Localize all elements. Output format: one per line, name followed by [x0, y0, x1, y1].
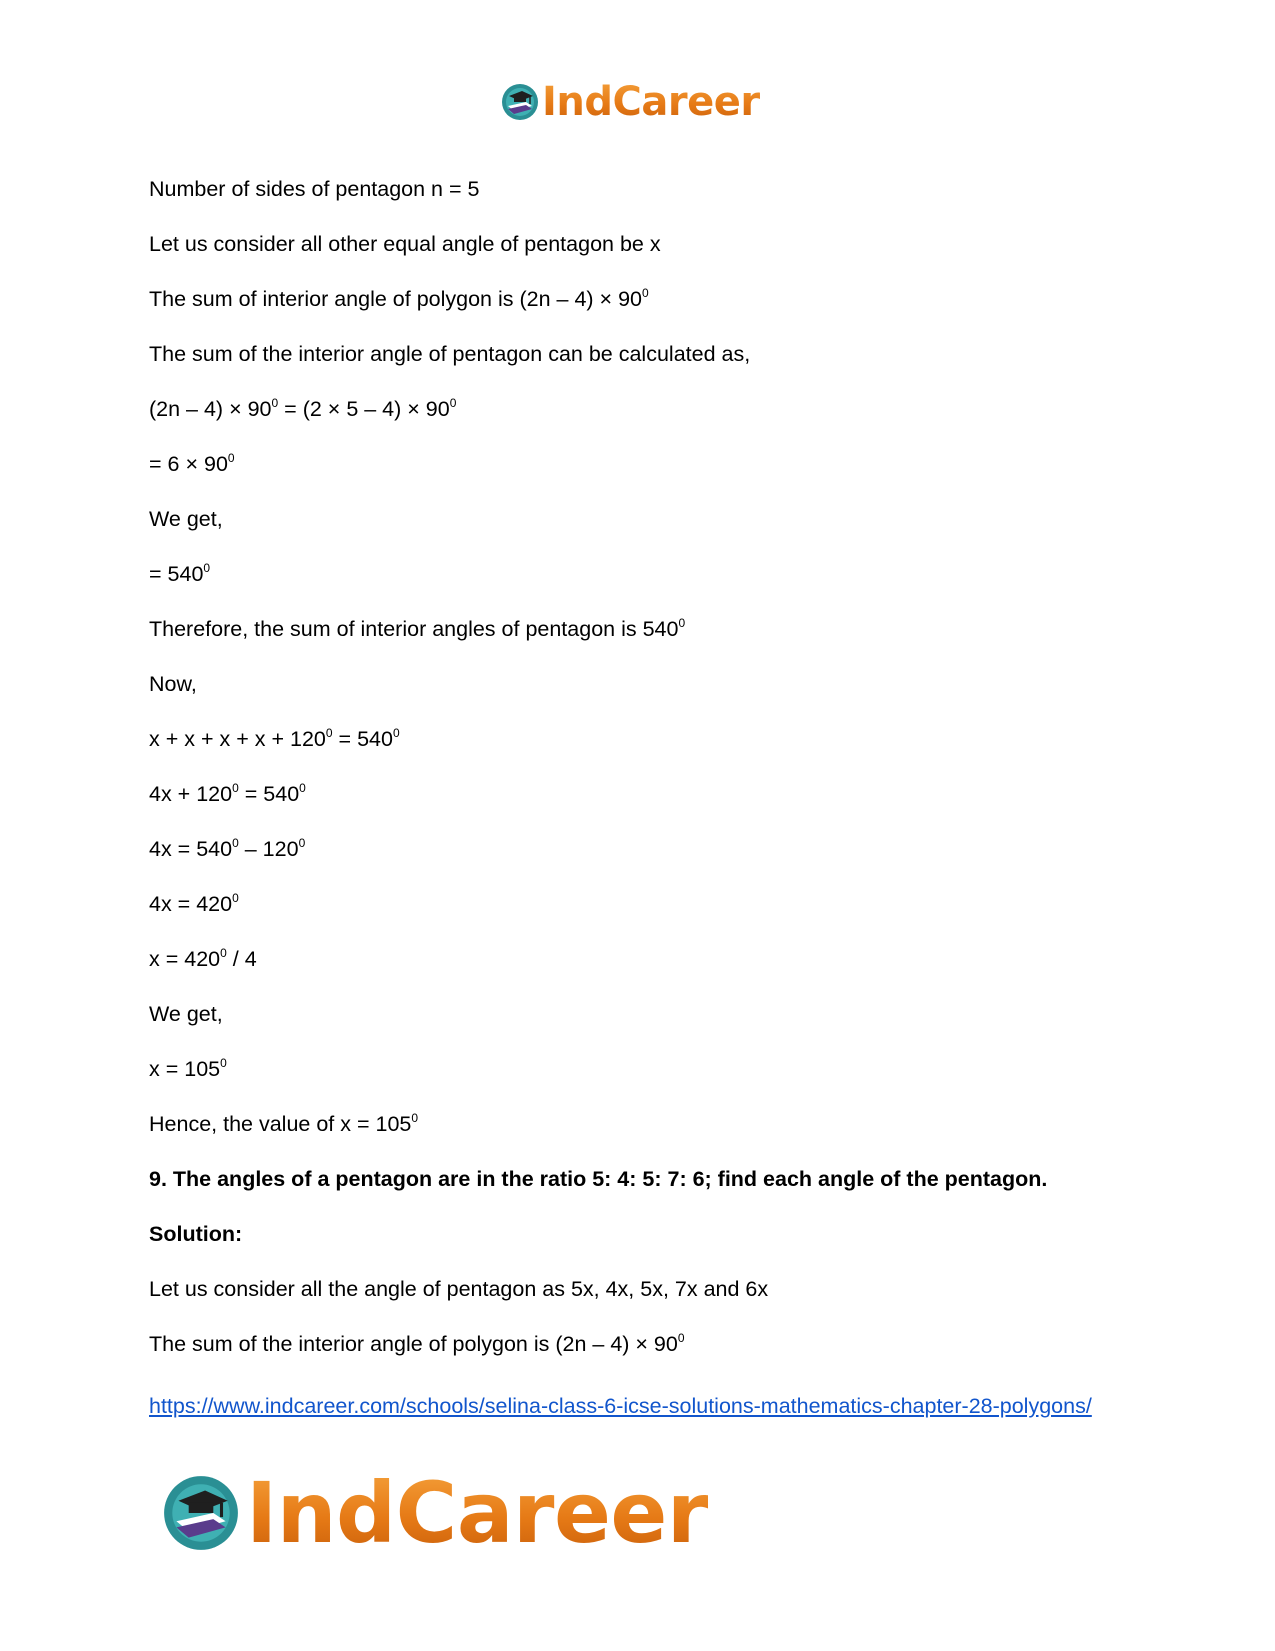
degree-superscript: 0 — [220, 946, 227, 960]
text-line: Number of sides of pentagon n = 5 — [149, 177, 480, 201]
degree-superscript: 0 — [677, 1331, 685, 1345]
degree-superscript: 0 — [232, 836, 239, 850]
degree-superscript: 0 — [232, 891, 239, 905]
degree-superscript: 0 — [411, 1111, 419, 1125]
document-body — [149, 176, 1139, 1386]
heading-line: 9. The angles of a pentagon are in the ratio 5: 4: 5: 7: 6; find each angle of the pentagon. — [149, 1167, 1048, 1191]
text-line: $4x = 540^0 - 120^0$ — [149, 836, 306, 861]
text-line: Therefore, the sum of interior angles of pentagon is $540^0$ — [149, 616, 686, 641]
degree-superscript: 0 — [220, 1056, 227, 1070]
text-line: $x = 420^0 / 4$ — [149, 946, 257, 971]
text-line: The sum of the interior angle of polygon is $(2n - 4) \times 90^0$ — [149, 1331, 685, 1356]
footer-logo — [160, 1465, 708, 1561]
text-line: $(2n - 4) \times 90^0 = (2 \times 5 - 4) \times 90^0$ — [149, 396, 457, 421]
degree-superscript: 0 — [298, 836, 306, 850]
degree-superscript: 0 — [227, 451, 235, 465]
text-line: The sum of interior angle of polygon is $(2n - 4) \times 90^0$ — [149, 286, 649, 311]
text-line: $x = 105^0$ — [149, 1056, 227, 1081]
degree-superscript: 0 — [678, 616, 686, 630]
degree-superscript: 0 — [232, 781, 239, 795]
text-line: $4x + 120^0 = 540^0$ — [149, 781, 306, 806]
text-line: We get, — [149, 507, 223, 531]
text-line: We get, — [149, 1002, 223, 1026]
degree-superscript: 0 — [299, 781, 306, 795]
graduation-book-icon — [160, 1472, 242, 1554]
text-line: Hence, the value of $x = 105^0$ — [149, 1111, 419, 1136]
source-link[interactable]: https://www.indcareer.com/schools/selina-class-6-icse-solutions-mathematics-chapter-28-polygons/ — [149, 1394, 1092, 1418]
text-line: Let us consider all the angle of pentagon as 5x, 4x, 5x, 7x and 6x — [149, 1277, 769, 1301]
degree-superscript: 0 — [325, 726, 333, 740]
text-line: The sum of the interior angle of pentagon can be calculated as, — [149, 342, 751, 366]
text-line: $x + x + x + x + 120^0 = 540^0$ — [149, 726, 400, 751]
text-line: Let us consider all other equal angle of pentagon be x — [149, 232, 661, 256]
text-line: Now, — [149, 672, 197, 696]
logo-wordmark: IndCareer — [246, 1464, 708, 1562]
heading-line: Solution: — [149, 1222, 243, 1246]
graduation-book-icon — [500, 82, 540, 122]
text-line: = $540^0$ — [149, 561, 211, 586]
degree-superscript: 0 — [392, 726, 400, 740]
degree-superscript: 0 — [203, 561, 211, 575]
header-logo — [500, 78, 760, 126]
degree-superscript: 0 — [449, 396, 457, 410]
logo-wordmark: IndCareer — [542, 79, 760, 125]
degree-superscript: 0 — [271, 396, 279, 410]
text-line: $4x = 420^0$ — [149, 891, 239, 916]
text-line: = $6 \times 90^0$ — [149, 451, 235, 476]
degree-superscript: 0 — [642, 286, 649, 300]
